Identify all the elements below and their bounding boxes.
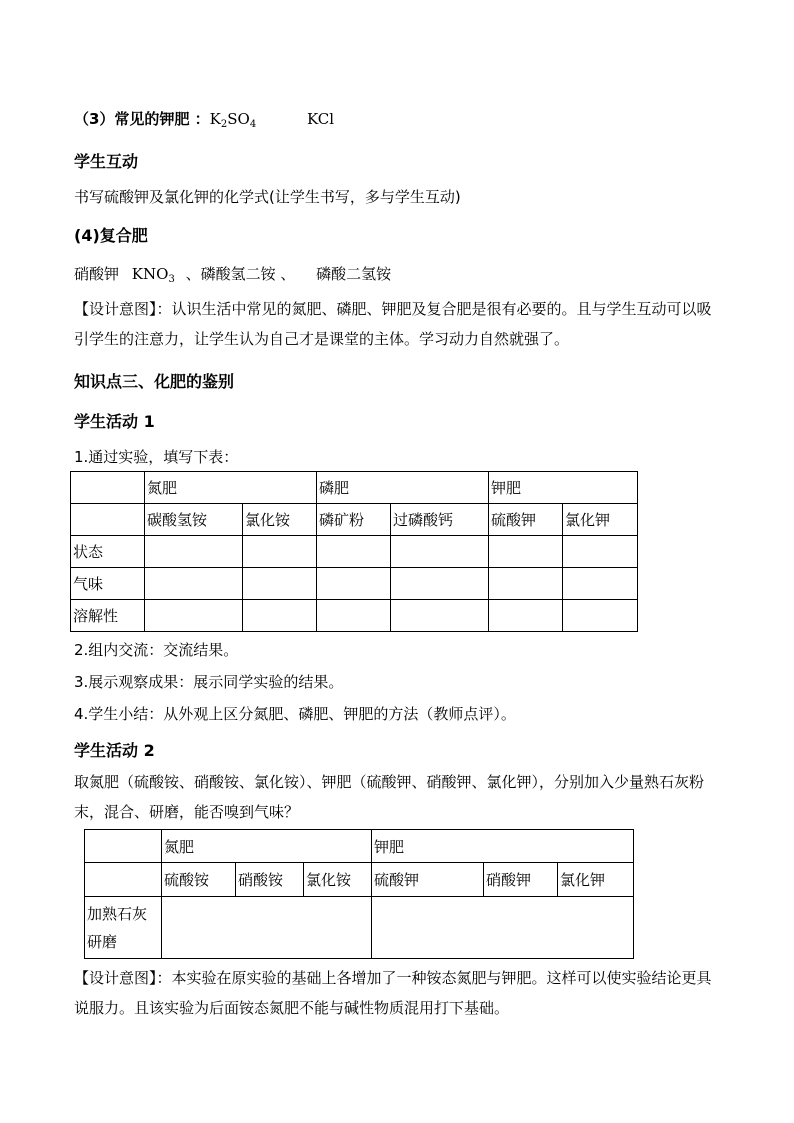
activity1-table — [70, 471, 638, 632]
section3-label: （3）常见的钾肥 ： — [74, 110, 210, 128]
item-separator: 、磷酸氢二铵 、 — [185, 265, 296, 283]
activity1-step2: 2.组内交流：交流结果。 — [74, 641, 239, 659]
table-cell[interactable] — [489, 568, 563, 600]
item-header: 硫酸钾 — [489, 504, 563, 536]
result-nitrogen[interactable] — [162, 897, 372, 959]
formula-kcl: KCl — [307, 110, 335, 128]
interaction-title: 学生互动 — [74, 152, 139, 171]
table-blank — [71, 504, 145, 536]
table-cell[interactable] — [317, 536, 391, 568]
item-header: 过磷酸钙 — [391, 504, 489, 536]
table-corner — [85, 830, 162, 863]
group-potash: 钾肥 — [372, 830, 634, 863]
item-header: 硝酸铵 — [236, 863, 304, 897]
table-cell[interactable] — [563, 600, 638, 632]
table-cell[interactable] — [317, 568, 391, 600]
activity1-step3: 3.展示观察成果：展示同学实验的结果。 — [74, 673, 344, 691]
table-cell[interactable] — [391, 600, 489, 632]
table-cell[interactable] — [489, 536, 563, 568]
table-cell[interactable] — [145, 536, 243, 568]
table-cell[interactable] — [243, 568, 317, 600]
item-header: 氯化铵 — [304, 863, 372, 897]
design-intent-2: 【设计意图】：本实验在原实验的基础上各增加了一种铵态氮肥与钾肥。这样可以使实验结论更具说服力。且该实验为后面铵态氮肥不能与碱性物质混用打下基础。 — [74, 969, 712, 1017]
table-cell[interactable] — [391, 568, 489, 600]
section4-title: (4)复合肥 — [74, 226, 148, 245]
table-cell[interactable] — [243, 536, 317, 568]
table-cell[interactable] — [563, 536, 638, 568]
item-header: 氯化铵 — [243, 504, 317, 536]
item-header: 硝酸钾 — [484, 863, 558, 897]
formula-k2so4: $K_2SO_4$ — [209, 110, 257, 130]
item-header: 氯化钾 — [558, 863, 634, 897]
table-cell[interactable] — [391, 536, 489, 568]
item-header: 碳酸氢铵 — [145, 504, 243, 536]
row-label-state: 状态 — [71, 536, 145, 568]
table-cell[interactable] — [243, 600, 317, 632]
activity2-text: 取氮肥（硫酸铵、硝酸铵、氯化铵）、钾肥（硫酸钾、硝酸钾、氯化钾），分别加入少量熟石灰粉末，混合、研磨，能否嗅到气味？ — [74, 773, 705, 821]
activity1-title: 学生活动 1 — [74, 412, 155, 431]
table-cell[interactable] — [317, 600, 391, 632]
table-cell[interactable] — [145, 568, 243, 600]
group-nitrogen: 氮肥 — [162, 830, 372, 863]
table-blank — [85, 863, 162, 897]
interaction-text: 书写硫酸钾及氯化钾的化学式(让学生书写，多与学生互动) — [74, 188, 461, 206]
item-header: 硫酸铵 — [162, 863, 236, 897]
group-nitrogen: 氮肥 — [145, 472, 317, 504]
group-phosphate: 磷肥 — [317, 472, 489, 504]
section3-line — [74, 108, 334, 130]
activity1-step1: 1.通过实验，填写下表： — [74, 448, 239, 466]
section4-items — [74, 263, 391, 285]
table-cell[interactable] — [145, 600, 243, 632]
table-cell[interactable] — [563, 568, 638, 600]
design-intent-1: 【设计意图】：认识生活中常见的氮肥、磷肥、钾肥及复合肥是很有必要的。且与学生互动可以吸引学生的注意力，让学生认为自己才是课堂的主体。学习动力自然就强了。 — [74, 300, 712, 348]
row-label-odor: 气味 — [71, 568, 145, 600]
activity2-table — [84, 829, 634, 959]
activity2-title: 学生活动 2 — [74, 741, 155, 760]
formula-kno3: $KNO_3$ — [131, 265, 175, 285]
item-header: 氯化钾 — [563, 504, 638, 536]
activity1-step4: 4.学生小结：从外观上区分氮肥、磷肥、钾肥的方法（教师点评）。 — [74, 705, 516, 723]
item-header: 磷矿粉 — [317, 504, 391, 536]
item-header: 硫酸钾 — [372, 863, 484, 897]
group-potash: 钾肥 — [489, 472, 638, 504]
knowledge-point-3-title: 知识点三、化肥的鉴别 — [74, 372, 235, 391]
result-potash[interactable] — [372, 897, 634, 959]
row-label-grind: 加熟石灰 研磨 — [85, 897, 162, 959]
item-nh4h2po4: 磷酸二氢铵 — [316, 265, 392, 283]
table-corner — [71, 472, 145, 504]
item-kno3-name: 硝酸钾 — [74, 265, 120, 283]
table-cell[interactable] — [489, 600, 563, 632]
row-label-solubility: 溶解性 — [71, 600, 145, 632]
